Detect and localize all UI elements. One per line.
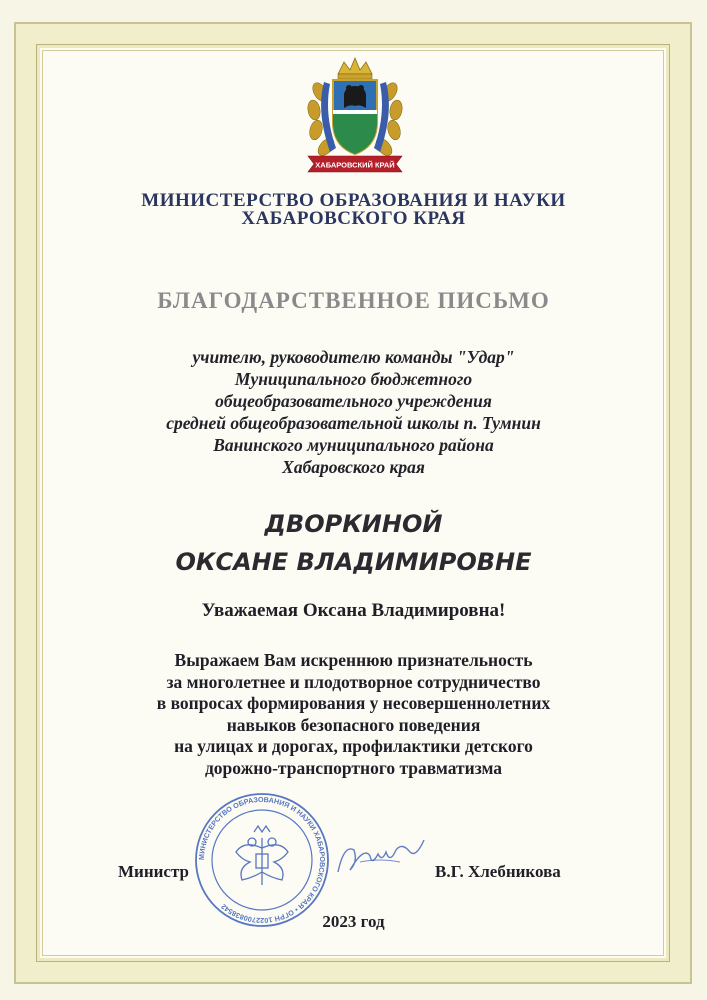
stamp-outer-text: МИНИСТЕРСТВО ОБРАЗОВАНИЯ И НАУКИ ХАБАРОВСКОГО КРАЯ • ОГРН 1022700838542 bbox=[196, 794, 328, 926]
recipient-line: Ванинского муниципального района bbox=[213, 435, 494, 455]
ministry-name-line2: ХАБАРОВСКОГО КРАЯ bbox=[241, 208, 466, 229]
khabarovsk-krai-coat-of-arms-icon bbox=[300, 52, 410, 177]
emblem-ribbon-text: ХАБАРОВСКИЙ КРАЙ bbox=[315, 160, 395, 170]
greeting: Уважаемая Оксана Владимировна! bbox=[201, 600, 506, 621]
recipient-line: Хабаровского края bbox=[282, 457, 425, 477]
handwritten-signature bbox=[330, 832, 430, 882]
body-line: на улицах и дорогах, профилактики детского bbox=[174, 736, 533, 756]
recipient-line: Муниципального бюджетного bbox=[234, 369, 473, 389]
signatory-name: В.Г. Хлебникова bbox=[435, 862, 561, 881]
recipient-line: средней общеобразовательной школы п. Тумнин bbox=[166, 413, 541, 433]
signatory-position: Министр bbox=[118, 862, 189, 881]
recipient-line: учителю, руководителю команды "Удар" bbox=[192, 347, 515, 367]
ministry-name-line1: МИНИСТЕРСТВО ОБРАЗОВАНИЯ И НАУКИ bbox=[141, 190, 566, 211]
inner-frame-line bbox=[42, 50, 664, 956]
recipient-line: общеобразовательного учреждения bbox=[215, 391, 492, 411]
body-text bbox=[0, 650, 707, 779]
body-line: дорожно-транспортного травматизма bbox=[204, 757, 503, 778]
recipient-block bbox=[0, 346, 707, 478]
honoree-name bbox=[0, 505, 707, 581]
honoree-given-names: ОКСАНЕ ВЛАДИМИРОВНЕ bbox=[175, 548, 532, 576]
body-line: Выражаем Вам искреннюю признательность bbox=[174, 650, 533, 670]
body-line: в вопросах формирования у несовершеннолетних bbox=[156, 693, 551, 713]
document-title: БЛАГОДАРСТВЕННОЕ ПИСЬМО bbox=[157, 288, 550, 313]
honoree-surname: ДВОРКИНОЙ bbox=[264, 510, 443, 538]
document-year: 2023 год bbox=[322, 912, 385, 931]
body-line: навыков безопасного поведения bbox=[226, 714, 481, 735]
official-seal-stamp-icon bbox=[192, 790, 332, 930]
body-line: за многолетнее и плодотворное сотрудничество bbox=[166, 671, 541, 692]
